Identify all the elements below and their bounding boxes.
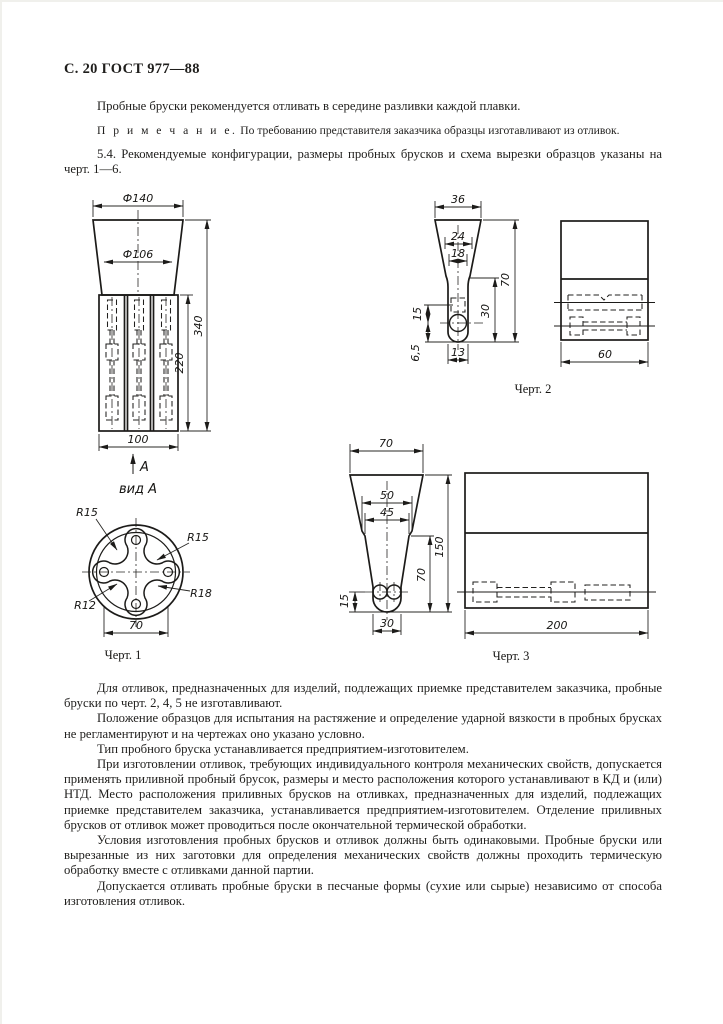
fig2-part-outline (435, 220, 648, 342)
fig2-dim-6-5: 6,5 (409, 344, 422, 362)
fig2-dim-36: 36 (451, 193, 465, 206)
figure-3-caption: Черт. 3 (492, 649, 530, 663)
figure-3-drawing (335, 435, 665, 670)
fig2-dim-60: 60 (598, 348, 612, 361)
intro-paragraph: Пробные бруски рекомендуется отливать в середине разливки каждой плавки. (97, 99, 521, 113)
fig2-dim-24: 24 (451, 230, 465, 243)
body-paragraph-2: Положение образцов для испытания на растяжение и определение ударной вязкости в пробных брусках не регламентируют и на чертежах оно указано условно. (64, 711, 662, 741)
body-paragraph-4: При изготовлении отливок, требующих индивидуального контроля механических свойств, допускается применять приливной пробный брусок, размеры и место расположения которого устанавливают в КД и (или) НТД. Место расположения приливных брусков на отливках, предназначенных для изделий, подлежащих приемке представителем заказчика, устанавливается предприятием-изготовителем. Отделение приливных брусков от отливок может проводиться после окончательной термической обработки. (64, 757, 662, 832)
fig1-dim-r15-left: R15 (76, 506, 98, 519)
fig3-dim-50: 50 (380, 489, 394, 502)
fig3-dim-70-inner: 70 (415, 568, 428, 582)
fig3-dim-200: 200 (546, 619, 568, 632)
clause-5-4: 5.4. Рекомендуемые конфигурации, размеры пробных брусков и схема вырезки образцов указаны на черт. 1—6. (64, 147, 662, 177)
fig1-dim-340: 340 (192, 315, 205, 337)
body-paragraph-5: Условия изготовления пробных брусков и отливок должны быть одинаковыми. Пробные бруски или вырезанные из них заготовки для определения механических свойств должны проходить термическую обработку вместе с отливками данной партии. (64, 833, 662, 878)
fig1-dim-70: 70 (129, 619, 143, 632)
fig1-dim-220: 220 (173, 352, 186, 374)
figure-2-drawing (395, 192, 720, 402)
fig1-dim-r18: R18 (190, 587, 212, 600)
body-text-block (64, 681, 662, 909)
fig3-dim-30: 30 (380, 617, 394, 630)
fig1-dim-f106: Ф106 (122, 248, 154, 261)
fig2-dim-70: 70 (499, 273, 512, 287)
fig2-dim-30: 30 (479, 304, 492, 318)
fig3-dim-45: 45 (380, 506, 394, 519)
fig1-dim-r15-right: R15 (187, 531, 209, 544)
fig1-dim-f140: Ф140 (122, 192, 154, 205)
note-paragraph (64, 124, 662, 139)
body-paragraph-1: Для отливок, предназначенных для изделий, подлежащих приемке представителем заказчика, пробные бруски по черт. 2, 4, 5 не изготавливают. (64, 681, 662, 711)
fig2-dim-13: 13 (451, 346, 465, 359)
page-header: С. 20 ГОСТ 977—88 (64, 61, 200, 77)
note-text: По требованию представителя заказчика образцы изготавливают из отливок. (237, 124, 620, 137)
fig2-dim-18: 18 (451, 247, 465, 260)
fig3-part-outline (350, 473, 648, 612)
fig3-dim-150: 150 (433, 536, 446, 558)
fig3-dim-70-top: 70 (379, 437, 393, 450)
body-paragraph-6: Допускается отливать пробные бруски в песчаные формы (сухие или сырые) независимо от способа изготовления отливок. (64, 878, 662, 908)
fig1-view-arrow-label: А (140, 460, 149, 475)
fig2-dim-15: 15 (411, 307, 424, 321)
fig1-view-label: вид А (118, 482, 158, 497)
note-label: П р и м е ч а н и е. (97, 124, 238, 137)
body-paragraph-3: Тип пробного бруска устанавливается предприятием-изготовителем. (97, 741, 469, 756)
figure-1-drawing (56, 190, 246, 670)
figure-2-caption: Черт. 2 (514, 382, 552, 396)
fig1-dim-100: 100 (127, 433, 149, 446)
fig3-dim-15: 15 (338, 594, 351, 608)
fig1-dim-r12: R12 (74, 599, 96, 612)
figure-1-caption: Черт. 1 (104, 648, 142, 662)
